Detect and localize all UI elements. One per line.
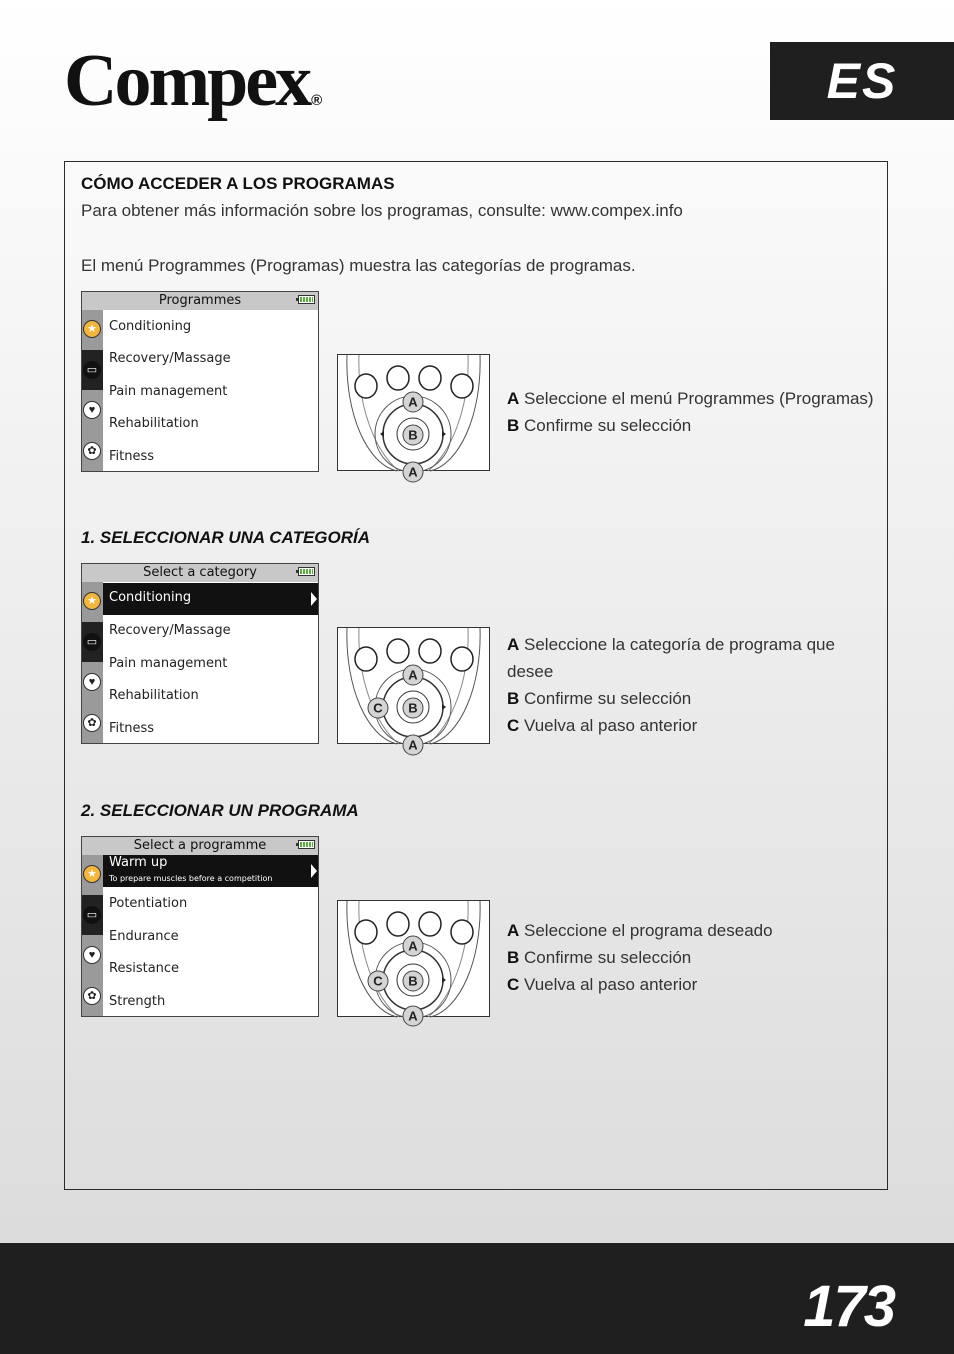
legend-1	[507, 385, 874, 439]
label-a: A	[408, 737, 418, 753]
page-footer	[0, 1243, 954, 1354]
label-b: B	[408, 427, 418, 443]
battery-icon	[298, 840, 315, 849]
menu-item: Pain management	[109, 384, 228, 399]
language-tab: ES	[770, 42, 954, 120]
screen-sidebar	[82, 582, 103, 743]
menu-item: Conditioning	[109, 319, 192, 334]
screen-title: Programmes	[82, 292, 318, 310]
screen-sidebar	[82, 310, 103, 471]
page-number: 173	[803, 1274, 894, 1339]
intro-line-2: El menú Programmes (Programas) muestra las categorías de programas.	[81, 256, 636, 275]
legend-text-continued: desee	[507, 662, 554, 681]
screen-programmes	[81, 291, 319, 472]
legend-key: B	[507, 416, 520, 435]
screen-select-category	[81, 563, 319, 744]
menu-item-label: Warm up	[109, 855, 168, 870]
menu-item: Fitness	[109, 721, 155, 736]
compex-logo	[64, 40, 323, 122]
device-diagram-2	[337, 627, 490, 753]
section-1-title: 1. SELECCIONAR UNA CATEGORÍA	[81, 528, 371, 547]
menu-item: Strength	[109, 994, 166, 1009]
star-icon: ★	[83, 320, 101, 338]
menu-item: Fitness	[109, 449, 155, 464]
folder-icon: ▭	[83, 361, 101, 379]
label-a: A	[408, 938, 418, 954]
heart-rate-icon: ♥	[83, 401, 101, 419]
legend-text: Confirme su selección	[524, 689, 692, 708]
legend-key: A	[507, 389, 520, 408]
section-2-title: 2. SELECCIONAR UN PROGRAMA	[81, 801, 359, 820]
star-icon: ★	[83, 592, 101, 610]
menu-item: Rehabilitation	[109, 688, 199, 703]
device-diagram-3	[337, 900, 490, 1024]
legend-text: Confirme su selección	[524, 416, 692, 435]
device-diagram-1	[337, 354, 490, 480]
logo-text: Compex	[64, 40, 310, 122]
label-a: A	[408, 667, 418, 683]
menu-item-label: Conditioning	[109, 590, 192, 605]
menu-item: Pain management	[109, 656, 228, 671]
menu-item: Rehabilitation	[109, 416, 199, 431]
label-a: A	[408, 394, 418, 410]
legend-3	[507, 917, 773, 998]
legend-text: Vuelva al paso anterior	[524, 716, 698, 735]
screen-select-programme	[81, 836, 319, 1017]
heart-rate-icon: ♥	[83, 946, 101, 964]
menu-item-selected	[103, 855, 318, 887]
label-b: B	[408, 700, 418, 716]
legend-key: C	[507, 975, 520, 994]
menu-item: Endurance	[109, 929, 179, 944]
intro-heading: CÓMO ACCEDER A LOS PROGRAMAS	[81, 174, 395, 193]
label-c: C	[373, 700, 383, 716]
legend-key: B	[507, 948, 520, 967]
legend-key: B	[507, 689, 520, 708]
legend-key: C	[507, 716, 520, 735]
menu-item-selected	[103, 583, 318, 615]
legend-key: A	[507, 635, 520, 654]
registered-mark: ®	[311, 92, 323, 109]
battery-icon	[298, 567, 315, 576]
gears-icon: ✿	[83, 714, 101, 732]
folder-icon: ▭	[83, 906, 101, 924]
legend-text: Confirme su selección	[524, 948, 692, 967]
battery-icon	[298, 295, 315, 304]
legend-key: A	[507, 921, 520, 940]
label-c: C	[373, 973, 383, 989]
star-icon: ★	[83, 865, 101, 883]
label-b: B	[408, 973, 418, 989]
legend-text: Seleccione la categoría de programa que	[524, 635, 835, 654]
screen-title: Select a category	[82, 564, 318, 582]
menu-item: Recovery/Massage	[109, 623, 231, 638]
intro-line-1: Para obtener más información sobre los programas, consulte: www.compex.info	[81, 201, 683, 220]
arrow-right-icon	[311, 864, 317, 878]
legend-text: Seleccione el programa deseado	[524, 921, 773, 940]
legend-text: Seleccione el menú Programmes (Programas)	[524, 389, 874, 408]
legend-text: Vuelva al paso anterior	[524, 975, 698, 994]
folder-icon: ▭	[83, 633, 101, 651]
menu-item: Resistance	[109, 961, 180, 976]
screen-title: Select a programme	[82, 837, 318, 855]
gears-icon: ✿	[83, 442, 101, 460]
menu-item-description: To prepare muscles before a competition	[109, 874, 273, 883]
label-a: A	[408, 1008, 418, 1024]
arrow-right-icon	[311, 592, 317, 606]
screen-sidebar	[82, 855, 103, 1016]
legend-2	[507, 631, 835, 739]
label-a: A	[408, 464, 418, 480]
menu-item: Recovery/Massage	[109, 351, 231, 366]
gears-icon: ✿	[83, 987, 101, 1005]
menu-item: Potentiation	[109, 896, 188, 911]
heart-rate-icon: ♥	[83, 673, 101, 691]
